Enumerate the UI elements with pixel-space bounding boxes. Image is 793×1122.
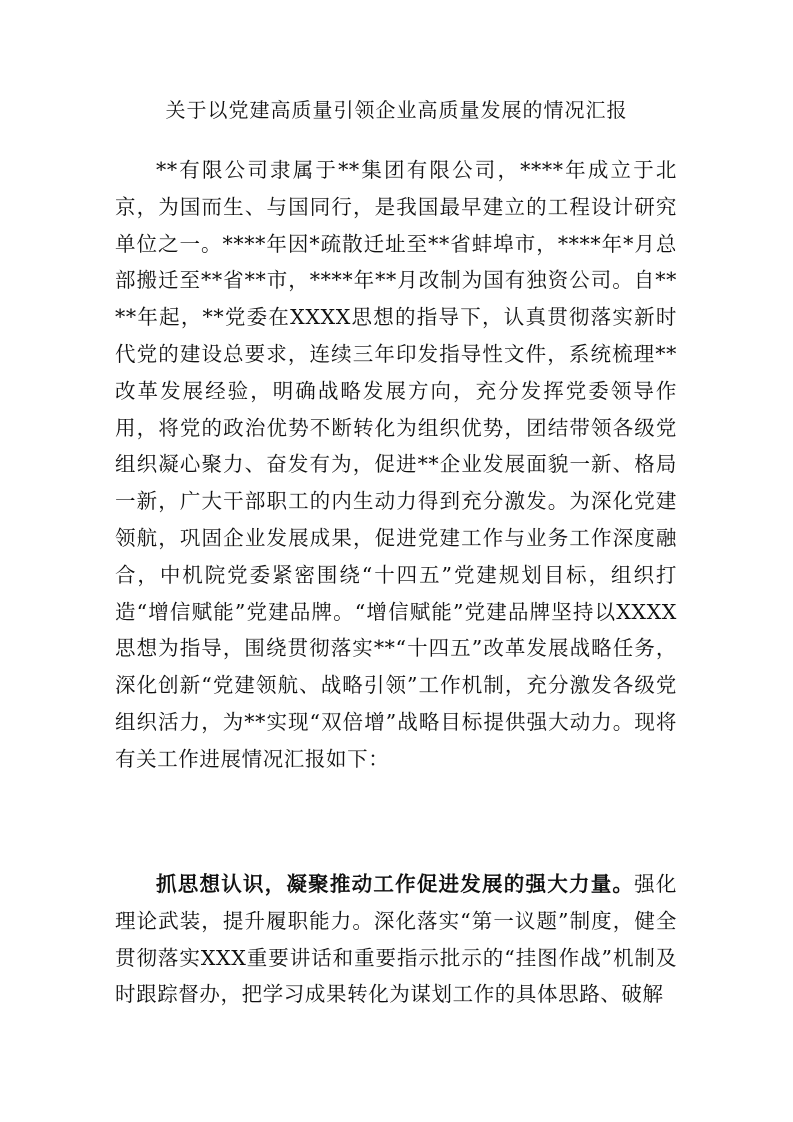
section-lead-heading: 抓思想认识，凝聚推动工作促进发展的强大力量。 [156,872,635,896]
document-title: 关于以党建高质量引领企业高质量发展的情况汇报 [165,98,628,122]
section-paragraph [115,866,677,1013]
intro-paragraph: **有限公司隶属于**集团有限公司，****年成立于北京，为国而生、与国同行，是我国最早建立的工程设计研究单位之一。****年因*疏散迁址至**省蚌埠市，****年*月总部搬迁至**省**市，****年**月改制为国有独资公司。自****年起，**党委在XXXX思想的指导下，认真贯彻落实新时代党的建设总要求，连续三年印发指导性文件，系统梳理**改革发展经验，明确战略发展方向，充分发挥党委领导作用，将党的政治优势不断转化为组织优势，团结带领各级党组织凝心聚力、奋发有为，促进**企业发展面貌一新、格局一新，广大干部职工的内生动力得到充分激发。为深化党建领航，巩固企业发展成果，促进党建工作与业务工作深度融合，中机院党委紧密围绕“十四五”党建规划目标，组织打造“增信赋能”党建品牌。“增信赋能”党建品牌坚持以XXXX思想为指导，围绕贯彻落实**“十四五”改革发展战略任务，深化创新“党建领航、战略引领”工作机制，充分激发各级党组织活力，为**实现“双倍增”战略目标提供强大动力。现将有关工作进展情况汇报如下： [115,158,677,771]
section-body-text: 强化理论武装，提升履职能力。深化落实“第一议题”制度，健全贯彻落实XXX重要讲话和重要指示批示的“挂图作战”机制及时跟踪督办，把学习成果转化为谋划工作的具体思路、破解 [115,872,678,1007]
